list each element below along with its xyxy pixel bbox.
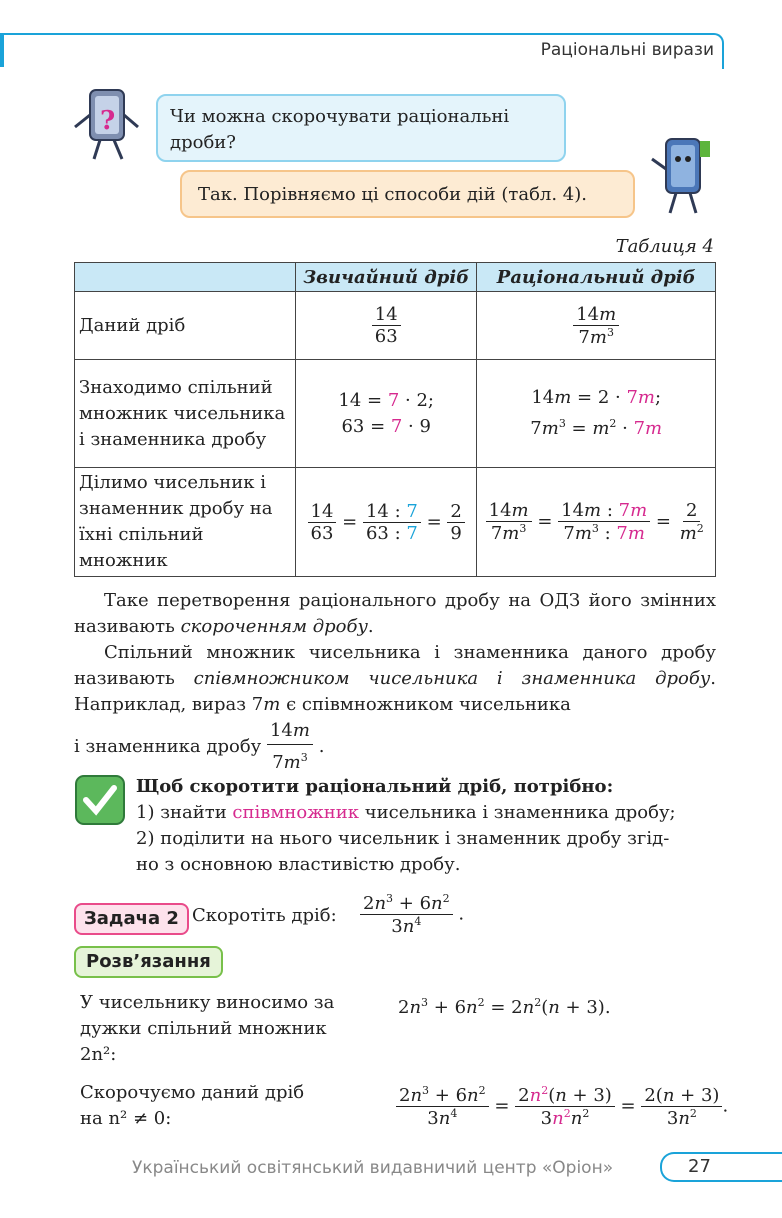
solution-eq-2: $\frac{2n^3 + 6n^2}{3n^4}$ = $\frac{2n^2(n + 3)}{3n^2n^2}$ = $\frac{2(n + 3)}{3n^2}$ .: [396, 1084, 728, 1129]
solution-label: Розв’язання: [74, 946, 223, 978]
rule-step-1: 1) знайти співмножник чисельника і знаменника дробу;: [136, 802, 676, 823]
rule-title: Щоб скоротити раціональний дріб, потрібно:: [136, 776, 614, 797]
col-header-ordinary: Звичайний дріб: [296, 263, 477, 292]
cell-divide-rational: $\frac{14m}{7m^3}$ = $\frac{14m : 7m}{7m^3 : 7m}$ = $\frac{2}{m^2}$: [477, 468, 716, 577]
solution-step-2: Скорочуємо даний дріб на n² ≠ 0:: [80, 1082, 305, 1129]
cell-given-ordinary: $\frac{14}{63}$: [296, 292, 477, 360]
solution-eq-1: $2n^3 + 6n^2 = 2n^2(n + 3)$.: [398, 996, 611, 1018]
cell-divide-ordinary: $\frac{14}{63}$ = $\frac{14 : 7}{63 : 7}$ = $\frac{2}{9}$: [296, 468, 477, 577]
question-phone-character: [70, 85, 150, 165]
rule-step-3: но з основною властивістю дробу.: [136, 854, 461, 875]
question-bubble: Чи можна скорочувати раціональні дроби?: [156, 94, 566, 162]
row-label-factor: Знаходимо спільний множник чисельника і знаменника дробу: [75, 360, 296, 468]
page-number-frame: [660, 1152, 782, 1182]
cell-factor-ordinary: 14 = 7 · 2; 63 = 7 · 9: [296, 360, 477, 468]
table-corner: [75, 263, 296, 292]
cell-factor-rational: 14m = 2 · 7m; $7m^3 = m^2 \cdot 7m$: [477, 360, 716, 468]
header-title: Раціональні вирази: [540, 40, 714, 60]
paragraph-cofactor: Спільний множник чисельника і знаменника даного дробу називають співмножником чисельника і знаменника дробу. Наприклад, вираз 7m є співмножником чисельника: [74, 642, 717, 715]
answer-phone-character: [648, 135, 720, 220]
table-caption: Таблиця 4: [615, 236, 714, 257]
task-label: Задача 2: [74, 903, 189, 935]
task-fraction: $\frac{2n^3 + 6n^2}{3n^4}$ .: [360, 892, 464, 937]
row-label-divide: Ділимо чисельник і знаменник дробу на їхні спільний множник: [75, 468, 296, 577]
row-label-given: Даний дріб: [75, 292, 296, 360]
task-text: Скоротіть дріб:: [192, 905, 337, 926]
paragraph-definition: Таке перетворення раціонального дробу на ОДЗ його змінних називають скороченням дробу.: [74, 590, 716, 637]
rule-block: [136, 774, 716, 878]
cell-given-rational: $\frac{14m}{7m^3}$: [477, 292, 716, 360]
rule-step-2: 2) поділити на нього чисельник і знаменник дробу згід-: [136, 828, 670, 849]
col-header-rational: Раціональний дріб: [477, 263, 716, 292]
svg-text:?: ?: [100, 106, 116, 136]
answer-bubble: Так. Порівняємо ці способи дій (табл. 4).: [180, 170, 635, 218]
page-number: 27: [688, 1156, 711, 1177]
paragraph-example: і знаменника дробу $\frac{14m}{7m^3}$ .: [74, 720, 325, 773]
footer-publisher: Український освітянський видавничий центр «Оріон»: [132, 1158, 614, 1178]
checkmark-icon: [74, 774, 126, 826]
comparison-table: [74, 262, 716, 577]
solution-step-1: У чисельнику виносимо за дужки спільний множник 2n²:: [80, 992, 335, 1065]
header-left-bar: [0, 33, 4, 67]
